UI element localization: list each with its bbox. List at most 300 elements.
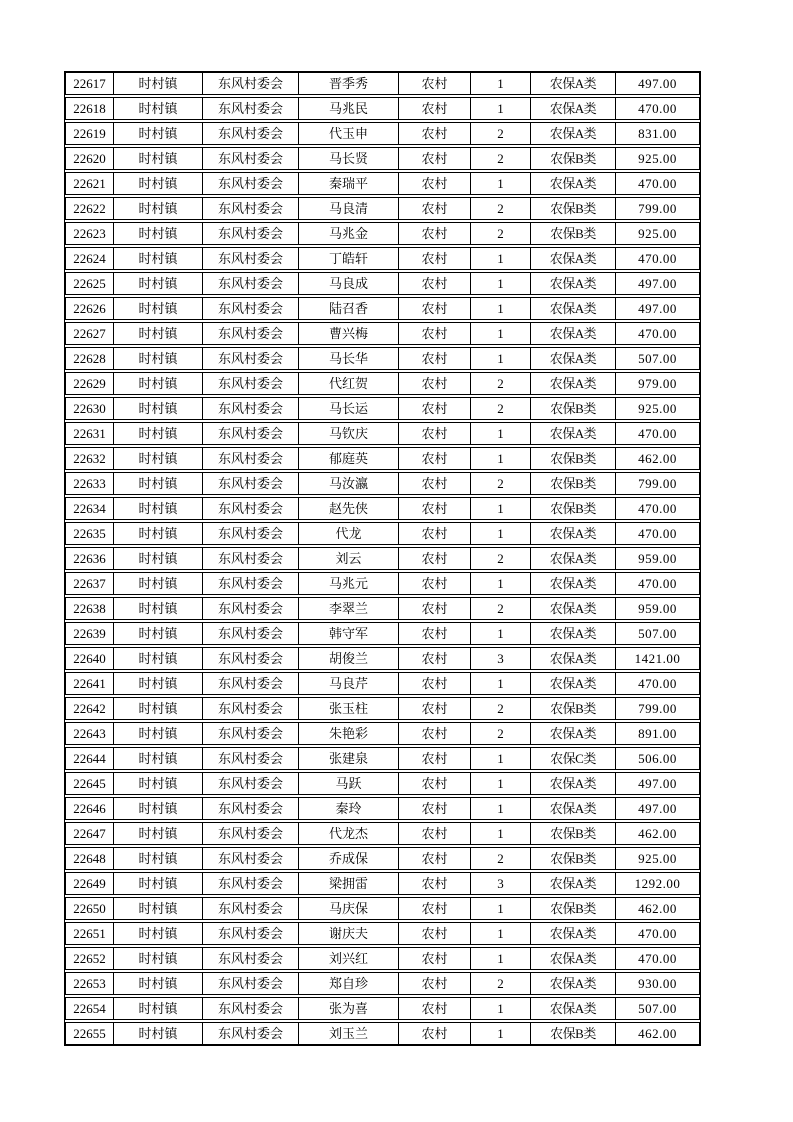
cell-person-count: 2 [470, 597, 531, 620]
cell-village-committee: 东风村委会 [202, 772, 299, 795]
cell-town: 时村镇 [113, 447, 203, 470]
cell-village-committee: 东风村委会 [202, 472, 299, 495]
cell-insurance-category: 农保B类 [530, 897, 616, 920]
cell-amount: 799.00 [615, 197, 700, 220]
cell-person-count: 1 [470, 1022, 531, 1045]
cell-town: 时村镇 [113, 247, 203, 270]
cell-insurance-category: 农保A类 [530, 322, 616, 345]
cell-person-count: 1 [470, 797, 531, 820]
cell-village-committee: 东风村委会 [202, 1022, 299, 1045]
cell-person-name: 秦玲 [298, 797, 399, 820]
cell-insurance-category: 农保B类 [530, 497, 616, 520]
cell-seq-number: 22619 [65, 122, 114, 145]
cell-town: 时村镇 [113, 497, 203, 520]
table-row [65, 972, 700, 995]
cell-village-committee: 东风村委会 [202, 572, 299, 595]
table-row [65, 122, 700, 145]
cell-seq-number: 22621 [65, 172, 114, 195]
cell-household-type: 农村 [398, 447, 471, 470]
cell-town: 时村镇 [113, 522, 203, 545]
cell-person-count: 1 [470, 72, 531, 95]
cell-amount: 799.00 [615, 697, 700, 720]
cell-insurance-category: 农保A类 [530, 997, 616, 1020]
cell-amount: 1292.00 [615, 872, 700, 895]
cell-village-committee: 东风村委会 [202, 922, 299, 945]
cell-seq-number: 22640 [65, 647, 114, 670]
cell-person-name: 秦瑞平 [298, 172, 399, 195]
cell-insurance-category: 农保A类 [530, 247, 616, 270]
cell-town: 时村镇 [113, 597, 203, 620]
cell-amount: 462.00 [615, 1022, 700, 1045]
cell-seq-number: 22642 [65, 697, 114, 720]
cell-village-committee: 东风村委会 [202, 497, 299, 520]
cell-person-count: 1 [470, 997, 531, 1020]
cell-person-name: 赵先侠 [298, 497, 399, 520]
cell-seq-number: 22641 [65, 672, 114, 695]
cell-person-name: 马兆金 [298, 222, 399, 245]
cell-seq-number: 22624 [65, 247, 114, 270]
cell-household-type: 农村 [398, 772, 471, 795]
cell-person-count: 1 [470, 922, 531, 945]
cell-insurance-category: 农保A类 [530, 872, 616, 895]
cell-insurance-category: 农保A类 [530, 72, 616, 95]
cell-household-type: 农村 [398, 722, 471, 745]
cell-amount: 930.00 [615, 972, 700, 995]
cell-amount: 925.00 [615, 147, 700, 170]
table-row [65, 922, 700, 945]
cell-person-name: 刘云 [298, 547, 399, 570]
cell-amount: 831.00 [615, 122, 700, 145]
cell-village-committee: 东风村委会 [202, 672, 299, 695]
cell-seq-number: 22638 [65, 597, 114, 620]
cell-amount: 462.00 [615, 822, 700, 845]
cell-town: 时村镇 [113, 122, 203, 145]
cell-person-count: 2 [470, 547, 531, 570]
cell-insurance-category: 农保A类 [530, 772, 616, 795]
cell-household-type: 农村 [398, 197, 471, 220]
cell-town: 时村镇 [113, 147, 203, 170]
cell-household-type: 农村 [398, 972, 471, 995]
cell-household-type: 农村 [398, 622, 471, 645]
table-row [65, 347, 700, 370]
table-row [65, 847, 700, 870]
cell-town: 时村镇 [113, 1022, 203, 1045]
cell-town: 时村镇 [113, 372, 203, 395]
cell-household-type: 农村 [398, 672, 471, 695]
cell-person-count: 1 [470, 247, 531, 270]
cell-household-type: 农村 [398, 647, 471, 670]
cell-person-count: 2 [470, 122, 531, 145]
cell-seq-number: 22627 [65, 322, 114, 345]
cell-seq-number: 22637 [65, 572, 114, 595]
table-row [65, 897, 700, 920]
cell-household-type: 农村 [398, 822, 471, 845]
cell-person-name: 张为喜 [298, 997, 399, 1020]
cell-person-name: 韩守军 [298, 622, 399, 645]
cell-household-type: 农村 [398, 922, 471, 945]
cell-amount: 470.00 [615, 97, 700, 120]
cell-seq-number: 22633 [65, 472, 114, 495]
cell-person-count: 1 [470, 497, 531, 520]
table-row [65, 772, 700, 795]
table-row [65, 372, 700, 395]
cell-person-name: 陆召香 [298, 297, 399, 320]
cell-insurance-category: 农保B类 [530, 197, 616, 220]
cell-village-committee: 东风村委会 [202, 547, 299, 570]
cell-person-name: 马兆元 [298, 572, 399, 595]
cell-household-type: 农村 [398, 547, 471, 570]
cell-insurance-category: 农保A类 [530, 922, 616, 945]
cell-insurance-category: 农保A类 [530, 797, 616, 820]
cell-village-committee: 东风村委会 [202, 597, 299, 620]
cell-household-type: 农村 [398, 122, 471, 145]
cell-person-name: 马良成 [298, 272, 399, 295]
cell-seq-number: 22646 [65, 797, 114, 820]
cell-person-count: 3 [470, 872, 531, 895]
table-row [65, 622, 700, 645]
cell-household-type: 农村 [398, 247, 471, 270]
cell-person-name: 代玉申 [298, 122, 399, 145]
cell-amount: 925.00 [615, 222, 700, 245]
cell-seq-number: 22629 [65, 372, 114, 395]
cell-person-count: 2 [470, 722, 531, 745]
cell-person-name: 刘玉兰 [298, 1022, 399, 1045]
table-row [65, 422, 700, 445]
cell-seq-number: 22620 [65, 147, 114, 170]
cell-town: 时村镇 [113, 297, 203, 320]
cell-insurance-category: 农保B类 [530, 1022, 616, 1045]
cell-household-type: 农村 [398, 472, 471, 495]
cell-insurance-category: 农保A类 [530, 372, 616, 395]
cell-person-name: 刘兴红 [298, 947, 399, 970]
cell-household-type: 农村 [398, 597, 471, 620]
cell-seq-number: 22632 [65, 447, 114, 470]
table-row [65, 222, 700, 245]
cell-seq-number: 22655 [65, 1022, 114, 1045]
cell-insurance-category: 农保A类 [530, 947, 616, 970]
cell-insurance-category: 农保A类 [530, 347, 616, 370]
cell-insurance-category: 农保C类 [530, 747, 616, 770]
cell-amount: 959.00 [615, 547, 700, 570]
cell-insurance-category: 农保A类 [530, 572, 616, 595]
cell-person-name: 马良芹 [298, 672, 399, 695]
cell-amount: 507.00 [615, 347, 700, 370]
cell-household-type: 农村 [398, 1022, 471, 1045]
cell-person-count: 1 [470, 572, 531, 595]
cell-village-committee: 东风村委会 [202, 897, 299, 920]
table-row [65, 747, 700, 770]
cell-town: 时村镇 [113, 947, 203, 970]
cell-household-type: 农村 [398, 847, 471, 870]
cell-seq-number: 22648 [65, 847, 114, 870]
cell-person-name: 丁皓轩 [298, 247, 399, 270]
cell-insurance-category: 农保A类 [530, 622, 616, 645]
cell-village-committee: 东风村委会 [202, 397, 299, 420]
cell-seq-number: 22645 [65, 772, 114, 795]
cell-town: 时村镇 [113, 772, 203, 795]
cell-insurance-category: 农保A类 [530, 547, 616, 570]
cell-amount: 470.00 [615, 947, 700, 970]
table-row [65, 197, 700, 220]
cell-household-type: 农村 [398, 172, 471, 195]
cell-person-count: 2 [470, 697, 531, 720]
cell-person-name: 张玉柱 [298, 697, 399, 720]
table-row [65, 697, 700, 720]
cell-person-name: 胡俊兰 [298, 647, 399, 670]
cell-household-type: 农村 [398, 272, 471, 295]
cell-amount: 470.00 [615, 172, 700, 195]
cell-household-type: 农村 [398, 747, 471, 770]
cell-village-committee: 东风村委会 [202, 872, 299, 895]
cell-amount: 497.00 [615, 772, 700, 795]
cell-household-type: 农村 [398, 297, 471, 320]
table-row [65, 147, 700, 170]
table-row [65, 72, 700, 95]
cell-village-committee: 东风村委会 [202, 822, 299, 845]
cell-insurance-category: 农保A类 [530, 297, 616, 320]
table-row [65, 97, 700, 120]
cell-insurance-category: 农保A类 [530, 522, 616, 545]
cell-village-committee: 东风村委会 [202, 647, 299, 670]
cell-person-count: 1 [470, 347, 531, 370]
cell-person-count: 1 [470, 172, 531, 195]
table-row [65, 722, 700, 745]
cell-person-name: 李翠兰 [298, 597, 399, 620]
cell-town: 时村镇 [113, 347, 203, 370]
cell-person-count: 1 [470, 822, 531, 845]
cell-person-count: 2 [470, 197, 531, 220]
cell-person-name: 梁拥雷 [298, 872, 399, 895]
cell-person-count: 2 [470, 472, 531, 495]
cell-person-count: 3 [470, 647, 531, 670]
cell-person-count: 1 [470, 947, 531, 970]
cell-village-committee: 东风村委会 [202, 272, 299, 295]
cell-insurance-category: 农保A类 [530, 172, 616, 195]
cell-household-type: 农村 [398, 797, 471, 820]
cell-person-name: 郑自珍 [298, 972, 399, 995]
cell-town: 时村镇 [113, 972, 203, 995]
cell-household-type: 农村 [398, 347, 471, 370]
table-row [65, 272, 700, 295]
cell-household-type: 农村 [398, 97, 471, 120]
cell-person-name: 曹兴梅 [298, 322, 399, 345]
cell-amount: 925.00 [615, 397, 700, 420]
cell-seq-number: 22625 [65, 272, 114, 295]
cell-town: 时村镇 [113, 797, 203, 820]
cell-amount: 959.00 [615, 597, 700, 620]
cell-person-name: 马长华 [298, 347, 399, 370]
table-row [65, 797, 700, 820]
cell-insurance-category: 农保A类 [530, 672, 616, 695]
cell-person-count: 2 [470, 147, 531, 170]
cell-town: 时村镇 [113, 172, 203, 195]
cell-village-committee: 东风村委会 [202, 847, 299, 870]
cell-town: 时村镇 [113, 647, 203, 670]
cell-person-count: 1 [470, 97, 531, 120]
cell-town: 时村镇 [113, 547, 203, 570]
cell-seq-number: 22639 [65, 622, 114, 645]
table-row [65, 322, 700, 345]
cell-seq-number: 22631 [65, 422, 114, 445]
cell-amount: 470.00 [615, 672, 700, 695]
cell-person-name: 朱艳彩 [298, 722, 399, 745]
cell-insurance-category: 农保A类 [530, 722, 616, 745]
cell-household-type: 农村 [398, 947, 471, 970]
cell-insurance-category: 农保B类 [530, 472, 616, 495]
cell-seq-number: 22653 [65, 972, 114, 995]
cell-town: 时村镇 [113, 672, 203, 695]
cell-person-count: 2 [470, 222, 531, 245]
cell-town: 时村镇 [113, 697, 203, 720]
cell-person-name: 马跃 [298, 772, 399, 795]
cell-amount: 470.00 [615, 572, 700, 595]
table-row [65, 997, 700, 1020]
table-row [65, 647, 700, 670]
cell-person-count: 1 [470, 297, 531, 320]
cell-person-name: 马长贤 [298, 147, 399, 170]
cell-seq-number: 22647 [65, 822, 114, 845]
cell-village-committee: 东风村委会 [202, 322, 299, 345]
cell-village-committee: 东风村委会 [202, 347, 299, 370]
cell-amount: 470.00 [615, 922, 700, 945]
cell-seq-number: 22617 [65, 72, 114, 95]
cell-village-committee: 东风村委会 [202, 797, 299, 820]
cell-household-type: 农村 [398, 872, 471, 895]
cell-amount: 470.00 [615, 522, 700, 545]
cell-seq-number: 22623 [65, 222, 114, 245]
cell-insurance-category: 农保B类 [530, 697, 616, 720]
cell-seq-number: 22626 [65, 297, 114, 320]
cell-person-count: 1 [470, 772, 531, 795]
cell-amount: 462.00 [615, 447, 700, 470]
table-row [65, 447, 700, 470]
cell-person-name: 谢庆夫 [298, 922, 399, 945]
cell-person-count: 1 [470, 447, 531, 470]
cell-amount: 470.00 [615, 247, 700, 270]
cell-insurance-category: 农保A类 [530, 972, 616, 995]
cell-village-committee: 东风村委会 [202, 147, 299, 170]
cell-person-count: 1 [470, 322, 531, 345]
cell-village-committee: 东风村委会 [202, 222, 299, 245]
cell-person-name: 马长运 [298, 397, 399, 420]
cell-amount: 497.00 [615, 797, 700, 820]
cell-village-committee: 东风村委会 [202, 247, 299, 270]
cell-seq-number: 22636 [65, 547, 114, 570]
table-row [65, 297, 700, 320]
cell-seq-number: 22618 [65, 97, 114, 120]
cell-seq-number: 22654 [65, 997, 114, 1020]
cell-town: 时村镇 [113, 872, 203, 895]
table-row [65, 547, 700, 570]
cell-person-name: 代龙 [298, 522, 399, 545]
table-row [65, 947, 700, 970]
cell-household-type: 农村 [398, 572, 471, 595]
cell-seq-number: 22628 [65, 347, 114, 370]
cell-household-type: 农村 [398, 422, 471, 445]
table-row [65, 572, 700, 595]
cell-village-committee: 东风村委会 [202, 372, 299, 395]
cell-insurance-category: 农保A类 [530, 647, 616, 670]
cell-insurance-category: 农保A类 [530, 122, 616, 145]
cell-town: 时村镇 [113, 397, 203, 420]
cell-town: 时村镇 [113, 97, 203, 120]
cell-person-count: 2 [470, 972, 531, 995]
cell-seq-number: 22652 [65, 947, 114, 970]
cell-amount: 470.00 [615, 497, 700, 520]
cell-amount: 497.00 [615, 72, 700, 95]
cell-person-count: 1 [470, 672, 531, 695]
table-row [65, 1022, 700, 1045]
cell-town: 时村镇 [113, 72, 203, 95]
cell-town: 时村镇 [113, 822, 203, 845]
cell-household-type: 农村 [398, 522, 471, 545]
cell-amount: 470.00 [615, 422, 700, 445]
cell-seq-number: 22635 [65, 522, 114, 545]
cell-household-type: 农村 [398, 997, 471, 1020]
cell-seq-number: 22650 [65, 897, 114, 920]
cell-town: 时村镇 [113, 472, 203, 495]
cell-village-committee: 东风村委会 [202, 697, 299, 720]
table-row [65, 497, 700, 520]
table-row [65, 597, 700, 620]
cell-household-type: 农村 [398, 897, 471, 920]
cell-person-name: 马庆保 [298, 897, 399, 920]
cell-person-name: 马钦庆 [298, 422, 399, 445]
cell-village-committee: 东风村委会 [202, 197, 299, 220]
cell-person-count: 2 [470, 372, 531, 395]
table-row [65, 397, 700, 420]
cell-village-committee: 东风村委会 [202, 297, 299, 320]
cell-household-type: 农村 [398, 497, 471, 520]
table-row [65, 672, 700, 695]
cell-person-name: 代龙杰 [298, 822, 399, 845]
cell-seq-number: 22643 [65, 722, 114, 745]
cell-insurance-category: 农保B类 [530, 447, 616, 470]
cell-village-committee: 东风村委会 [202, 522, 299, 545]
cell-household-type: 农村 [398, 372, 471, 395]
cell-person-name: 马汝瀛 [298, 472, 399, 495]
cell-village-committee: 东风村委会 [202, 972, 299, 995]
cell-person-count: 1 [470, 622, 531, 645]
cell-seq-number: 22634 [65, 497, 114, 520]
cell-person-count: 2 [470, 397, 531, 420]
cell-household-type: 农村 [398, 72, 471, 95]
cell-town: 时村镇 [113, 272, 203, 295]
cell-person-name: 马兆民 [298, 97, 399, 120]
cell-town: 时村镇 [113, 897, 203, 920]
cell-person-name: 郁庭英 [298, 447, 399, 470]
cell-town: 时村镇 [113, 847, 203, 870]
cell-insurance-category: 农保B类 [530, 397, 616, 420]
table-row [65, 247, 700, 270]
cell-town: 时村镇 [113, 572, 203, 595]
cell-insurance-category: 农保B类 [530, 222, 616, 245]
cell-insurance-category: 农保B类 [530, 822, 616, 845]
cell-household-type: 农村 [398, 147, 471, 170]
cell-amount: 979.00 [615, 372, 700, 395]
table-row [65, 522, 700, 545]
cell-seq-number: 22644 [65, 747, 114, 770]
cell-village-committee: 东风村委会 [202, 747, 299, 770]
cell-amount: 925.00 [615, 847, 700, 870]
cell-person-count: 1 [470, 897, 531, 920]
cell-person-name: 乔成保 [298, 847, 399, 870]
cell-village-committee: 东风村委会 [202, 722, 299, 745]
table-row [65, 822, 700, 845]
cell-person-name: 马良清 [298, 197, 399, 220]
cell-amount: 799.00 [615, 472, 700, 495]
cell-person-name: 代红贺 [298, 372, 399, 395]
